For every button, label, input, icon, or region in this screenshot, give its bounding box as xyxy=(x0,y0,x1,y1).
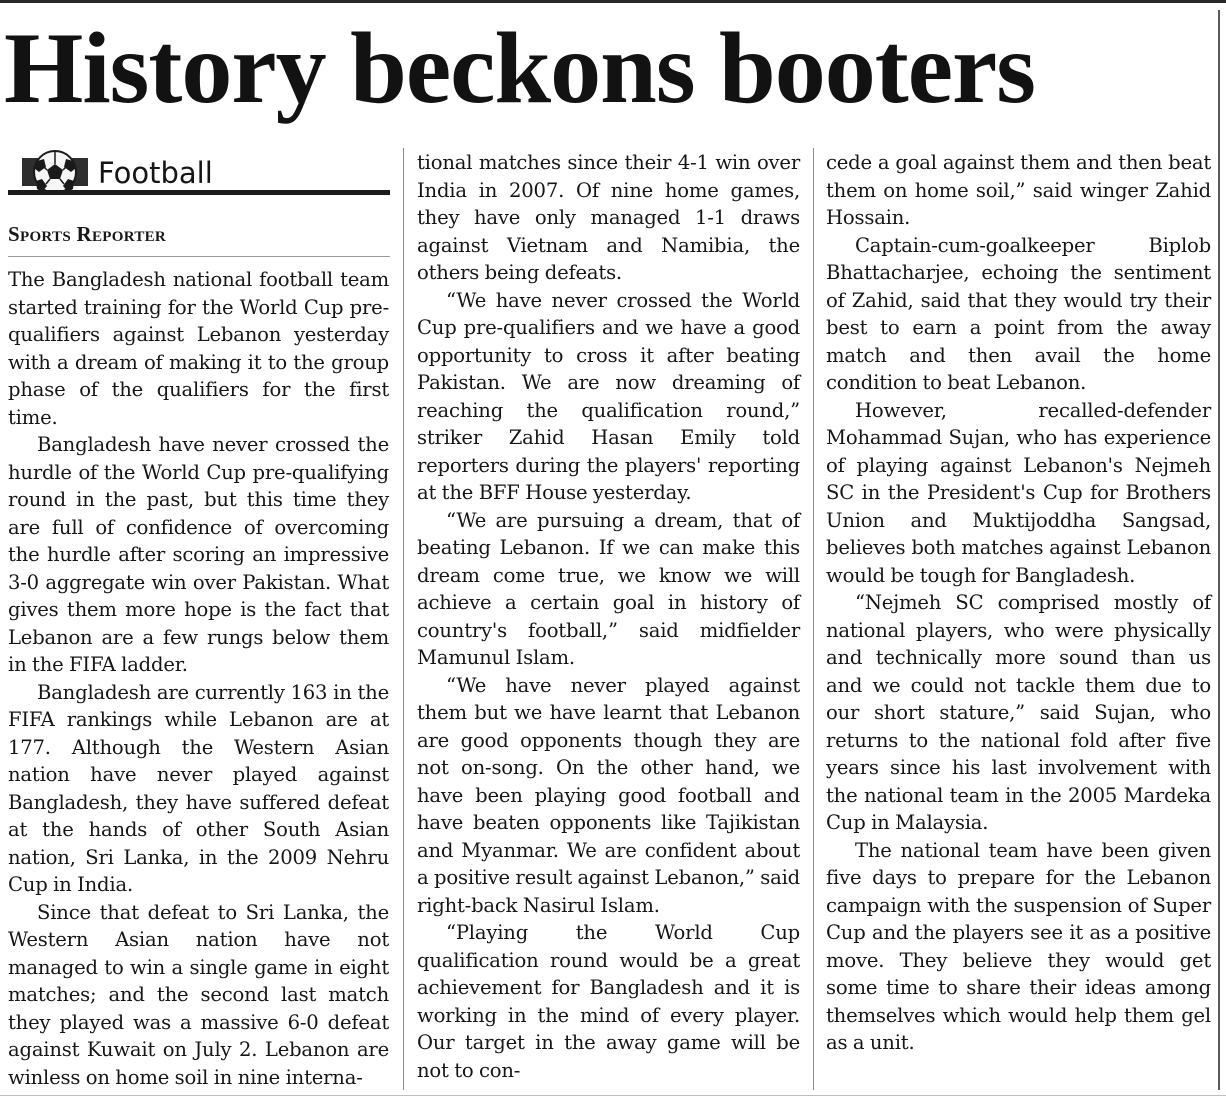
paragraph: “We have never crossed the World Cup pre-qualifiers and we have a good opportunity to cross it after beating Pakistan. We are now dreaming of reaching the qualification round,” striker Zahid Hasan Emily told reporters during the players' reporting at the BFF House yesterday. xyxy=(417,288,800,504)
byline-rule xyxy=(8,256,390,257)
headline: History beckons booters xyxy=(4,12,1035,125)
paragraph: “We have never played against them but we have learnt that Lebanon are good opponents though they are not on-song. On the other hand, we have been playing good football and have beaten opponents like Tajikistan and Myanmar. We are confident about a positive result against Lebanon,” said right-back Nasirul Islam. xyxy=(417,673,800,917)
paragraph: “Playing the World Cup qualification round would be a great achievement for Bangladesh and it is working in the mind of every player. Our target in the away game will be not to con- xyxy=(417,921,800,1082)
column-divider xyxy=(403,148,404,1090)
paragraph: “Nejmeh SC comprised mostly of national players, who were physically and technically more sound than us and we could not tackle them due to our short stature,” said Sujan, who returns to the national fold after five years since his last involvement with the national team in the 2005 Mardeka Cup in Malaysia. xyxy=(826,591,1211,834)
paragraph: Bangladesh are currently 163 in the FIFA rankings while Lebanon are at 177. Although the Western Asian nation have never played against Bangladesh, they have suffered defeat at the hands of other South Asian nation, Sri Lanka, in the 2009 Nehru Cup in India. xyxy=(8,680,389,896)
paragraph: Bangladesh have never crossed the hurdle of the World Cup pre-qualifying round in the past, but this time they are full of confidence of overcoming the hurdle after scoring an impressive 3-0 aggregate win over Pakistan. What gives them more hope is the fact that Lebanon are a few rungs below them in the FIFA ladder. xyxy=(8,433,389,676)
column-divider xyxy=(813,148,814,1090)
paragraph: “We are pursuing a dream, that of beating Lebanon. If we can make this dream come true, we know we will achieve a certain goal in history of country's football,” said midfielder Mamunul Islam. xyxy=(417,508,800,669)
section-kicker xyxy=(8,150,390,198)
section-label: Football xyxy=(98,156,213,190)
paragraph: tional matches since their 4-1 win over India in 2007. Of nine home games, they have only managed 1-1 draws against Vietnam and Namibia, the others being defeats. xyxy=(417,151,800,284)
paragraph: cede a goal against them and then beat them on home soil,” said winger Zahid Hossain. xyxy=(826,151,1211,229)
article-column-1 xyxy=(8,266,389,1091)
bottom-rule xyxy=(0,1095,1226,1096)
section-rule xyxy=(8,190,390,195)
right-edge-rule xyxy=(1218,10,1220,1090)
article-column-3 xyxy=(826,149,1211,1057)
paragraph: The national team have been given five days to prepare for the Lebanon campaign with the suspension of Super Cup and the players see it as a positive move. They believe they would get some time to share their ideas among themselves which would help them gel as a unit. xyxy=(826,838,1211,1054)
top-rule xyxy=(0,0,1226,3)
paragraph: However, recalled-defender Mohammad Sujan, who has experience of playing against Lebanon's Nejmeh SC in the President's Cup for Brothers Union and Muktijoddha Sangsad, believes both matches against Lebanon would be tough for Bangladesh. xyxy=(826,398,1211,587)
paragraph: The Bangladesh national football team started training for the World Cup pre-qualifiers against Lebanon yesterday with a dream of making it to the group phase of the qualifiers for the first time. xyxy=(8,268,389,429)
paragraph: Captain-cum-goalkeeper Biplob Bhattacharjee, echoing the sentiment of Zahid, said that they would try their best to earn a point from the away match and then avail the home condition to beat Lebanon. xyxy=(826,233,1211,394)
paragraph: Since that defeat to Sri Lanka, the Western Asian nation have not managed to win a single game in eight matches; and the second last match they played was a massive 6-0 defeat against Kuwait on July 2. Lebanon are winless on home soil in nine interna- xyxy=(8,900,389,1089)
article-column-2 xyxy=(417,149,800,1084)
byline: Sports Reporter xyxy=(8,222,167,246)
